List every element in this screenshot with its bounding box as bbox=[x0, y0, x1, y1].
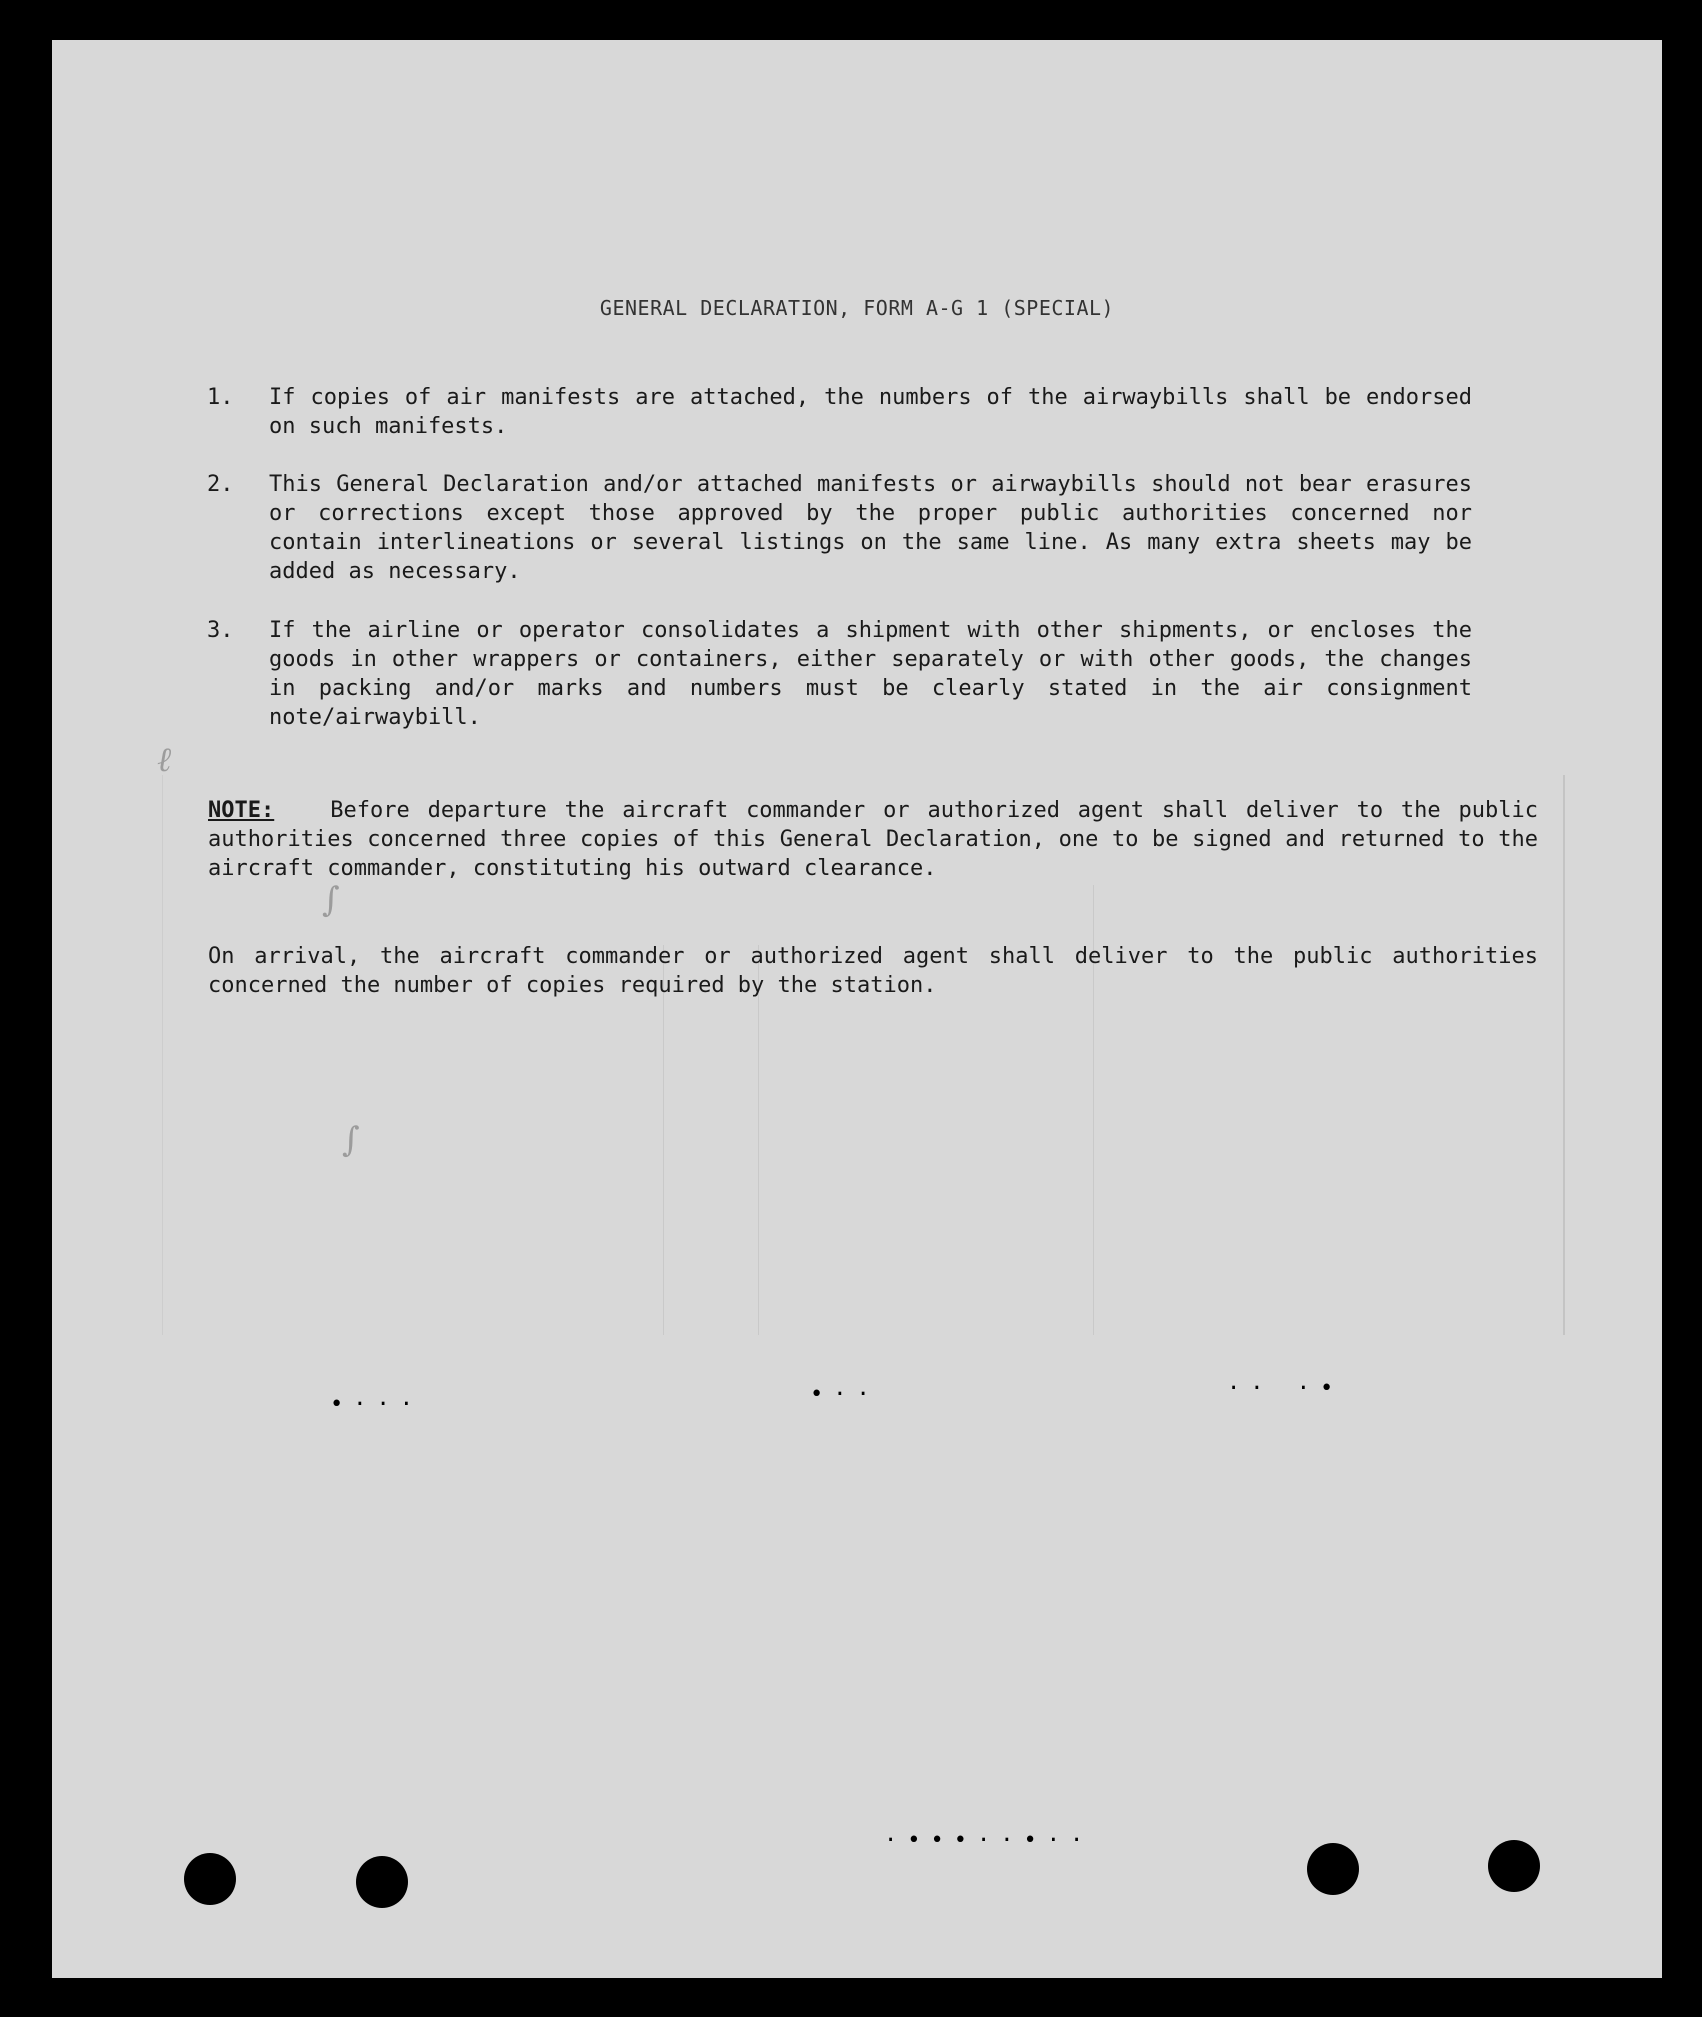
list-item-3 bbox=[207, 616, 1472, 732]
document-page bbox=[52, 40, 1662, 1978]
page-title: GENERAL DECLARATION, FORM A-G 1 (SPECIAL) bbox=[599, 296, 1115, 320]
note-text: Before departure the aircraft commander or authorized agent shall deliver to the public authorities concerned three copies of this General Declaration, one to be signed and returned to the aircraft commander, constituting his outward clearance. bbox=[208, 798, 1538, 881]
list-item-text: If the airline or operator consolidates a shipment with other shipments, or encloses the goods in other wrappers or containers, either separately or with other goods, the changes in packing and/or marks and numbers must be clearly stated in the air consignment note/airwaybill. bbox=[269, 618, 1472, 730]
list-item-text: If copies of air manifests are attached, the numbers of the airwaybills shall be endorsed on such manifests. bbox=[269, 385, 1472, 439]
list-item-2 bbox=[207, 470, 1472, 586]
punch-hole bbox=[1307, 1843, 1359, 1895]
arrival-text: On arrival, the aircraft commander or authorized agent shall deliver to the public authorities concerned the number of copies required by the station. bbox=[208, 944, 1538, 998]
bleed-through-line bbox=[758, 945, 759, 1335]
punch-hole bbox=[184, 1853, 236, 1905]
scan-specks: •·· bbox=[810, 1382, 880, 1407]
list-item-number: 2. bbox=[207, 472, 234, 497]
scan-specks: ·· ·• bbox=[1227, 1376, 1344, 1401]
punch-hole bbox=[1488, 1840, 1540, 1892]
scan-specks: ·•••··•·· bbox=[884, 1828, 1094, 1853]
handwritten-mark: ℓ bbox=[157, 740, 172, 780]
list-item-number: 3. bbox=[207, 618, 234, 643]
scan-specks: •··· bbox=[330, 1392, 423, 1417]
arrival-paragraph bbox=[208, 942, 1538, 1000]
list-item-number: 1. bbox=[207, 385, 234, 410]
note-paragraph bbox=[208, 796, 1538, 883]
list-item-1 bbox=[207, 383, 1472, 441]
note-label: NOTE: bbox=[208, 798, 275, 823]
bleed-through-line bbox=[663, 945, 664, 1335]
handwritten-mark: ∫ bbox=[322, 880, 340, 920]
handwritten-mark: ∫ bbox=[342, 1120, 360, 1160]
list-item-text: This General Declaration and/or attached manifests or airwaybills should not bear erasures or corrections except those approved by the proper public authorities concerned nor contain interlineations or several listings on the same line. As many extra sheets may be added as necessary. bbox=[269, 472, 1472, 584]
punch-hole bbox=[356, 1856, 408, 1908]
